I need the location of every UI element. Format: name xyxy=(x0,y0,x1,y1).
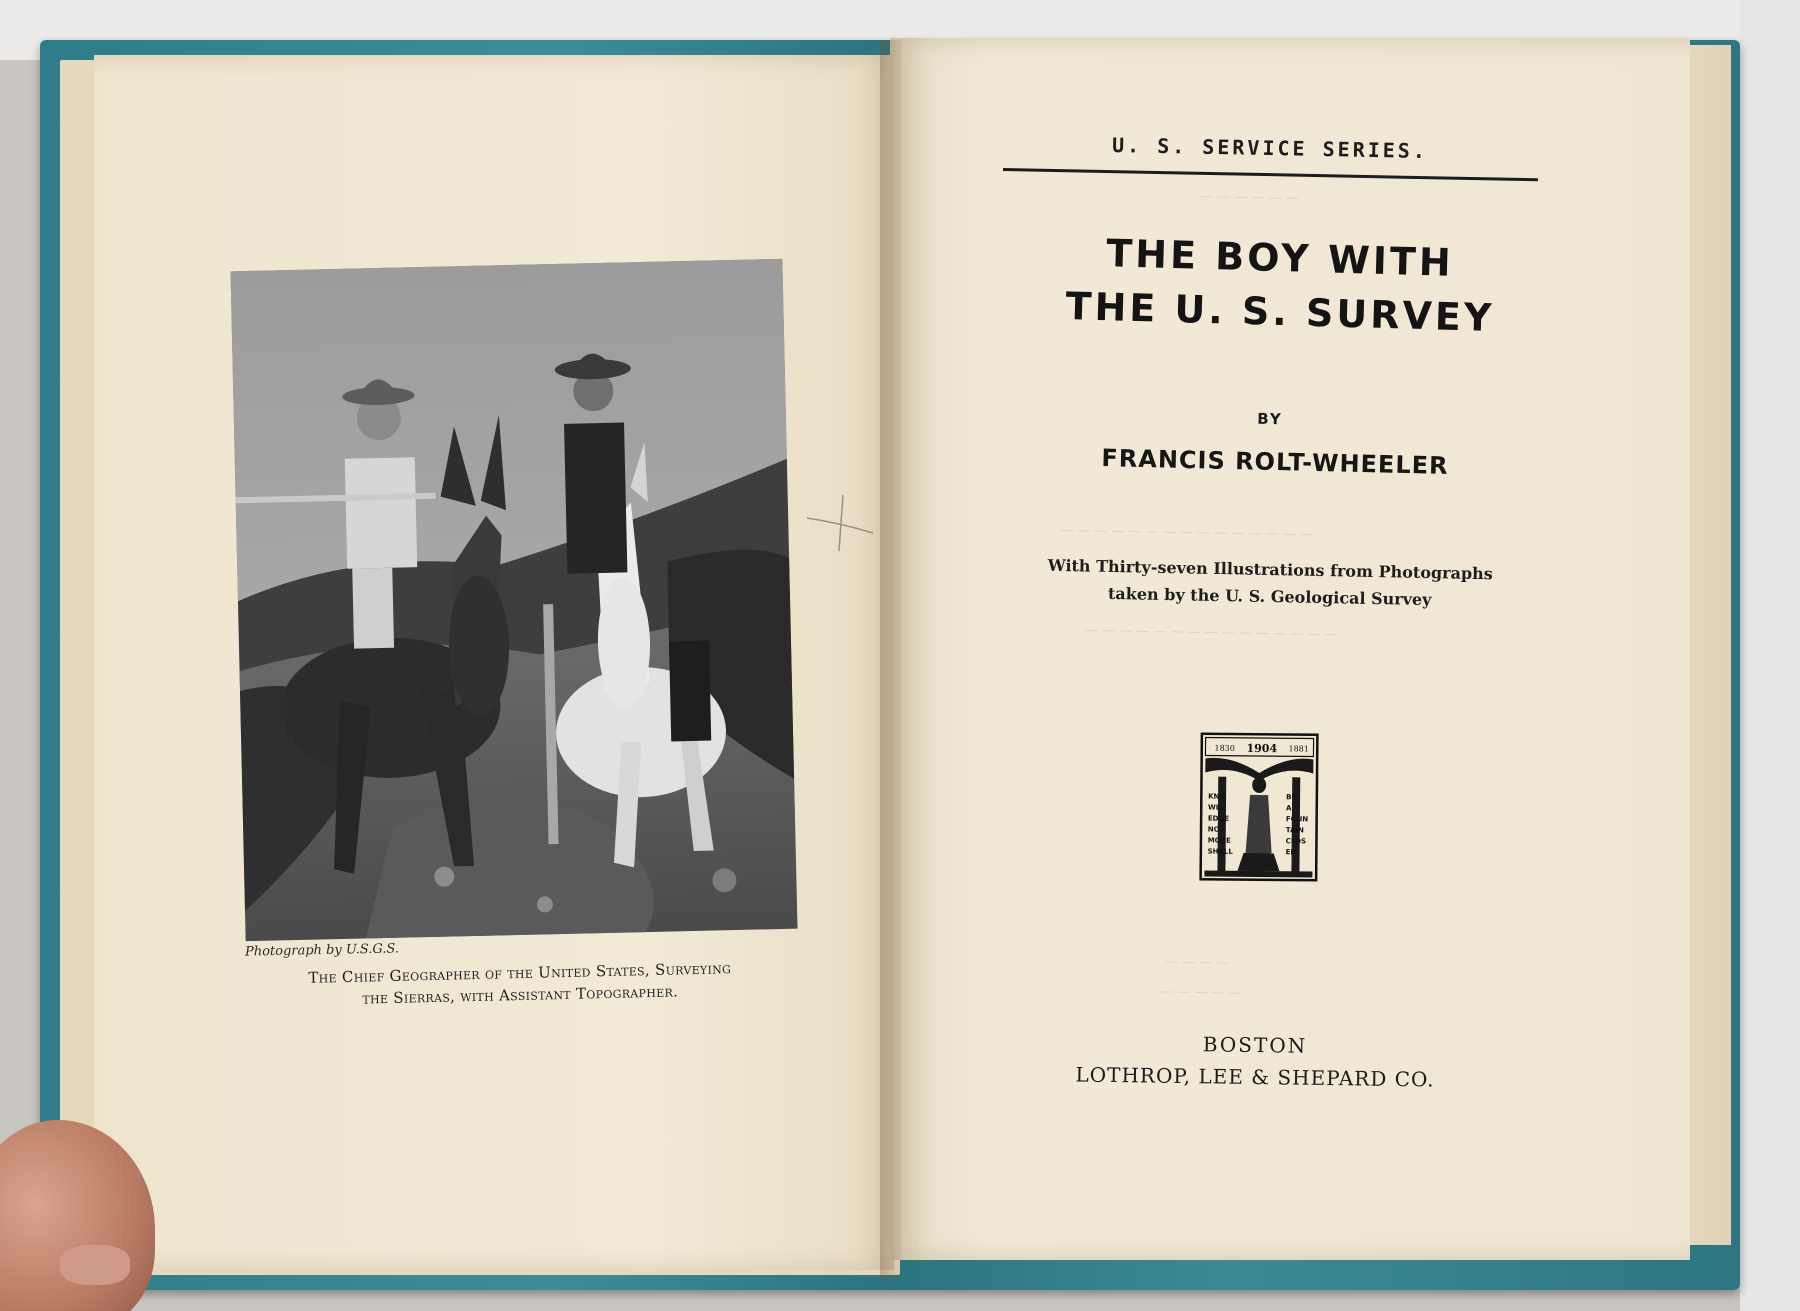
emblem-motto: CLOS xyxy=(1285,837,1307,846)
show-through-text: — — — — — — — — — — — — — — — xyxy=(1084,622,1338,643)
series-heading: U. S. SERVICE SERIES. xyxy=(1111,132,1429,164)
pencil-mark xyxy=(805,493,875,553)
illustrations-line: taken by the U. S. Geological Survey xyxy=(1107,583,1432,610)
emblem-motto: SHALL xyxy=(1207,847,1233,856)
show-through-text: — — — — xyxy=(1164,954,1230,971)
emblem-motto: EDGE xyxy=(1207,814,1230,823)
by-label: BY xyxy=(1257,409,1283,429)
book-gutter xyxy=(880,40,902,1280)
illustrations-note xyxy=(1040,552,1501,615)
caption-line: the Sierras, with Assistant Topographer. xyxy=(362,982,679,1008)
background-right xyxy=(1740,0,1800,1311)
emblem-year-center: 1904 xyxy=(1246,741,1278,756)
publisher-emblem xyxy=(1199,732,1318,881)
illustrations-line: With Thirty-seven Illustrations from Photographs xyxy=(1047,555,1493,584)
author-name: FRANCIS ROLT-WHEELER xyxy=(1101,444,1449,480)
photograph-image xyxy=(230,259,797,941)
book-title-line: THE U. S. SURVEY xyxy=(1065,284,1495,340)
show-through-text: — — — — — — xyxy=(1199,189,1299,206)
publisher-name: LOTHROP, LEE & SHEPARD CO. xyxy=(1075,1062,1435,1092)
emblem-year-left: 1830 xyxy=(1214,743,1235,753)
emblem-motto: TAIN xyxy=(1285,826,1304,835)
book-title-line: THE BOY WITH xyxy=(1105,231,1455,285)
emblem-motto: MORE xyxy=(1207,836,1231,845)
thumb-nail xyxy=(60,1245,130,1285)
emblem-motto: BE xyxy=(1286,793,1297,802)
emblem-year-right: 1881 xyxy=(1288,744,1309,754)
emblem-motto: NO xyxy=(1207,825,1220,834)
emblem-motto: A xyxy=(1285,804,1292,813)
show-through-text: — — — — — xyxy=(1159,984,1242,1001)
frontispiece-photograph xyxy=(230,259,797,941)
publisher-city: BOSTON xyxy=(1202,1032,1308,1058)
photo-credit: Photograph by U.S.G.S. xyxy=(244,941,400,960)
emblem-motto: ED xyxy=(1285,848,1297,857)
caption-line: The Chief Geographer of the United States, Surveying xyxy=(308,959,732,987)
emblem-motto: FOUN xyxy=(1285,815,1309,824)
emblem-motto: KNO xyxy=(1208,792,1226,801)
show-through-text: — — — — — — — — — — — — — — — xyxy=(1059,522,1313,543)
emblem-motto: WL xyxy=(1207,803,1221,812)
